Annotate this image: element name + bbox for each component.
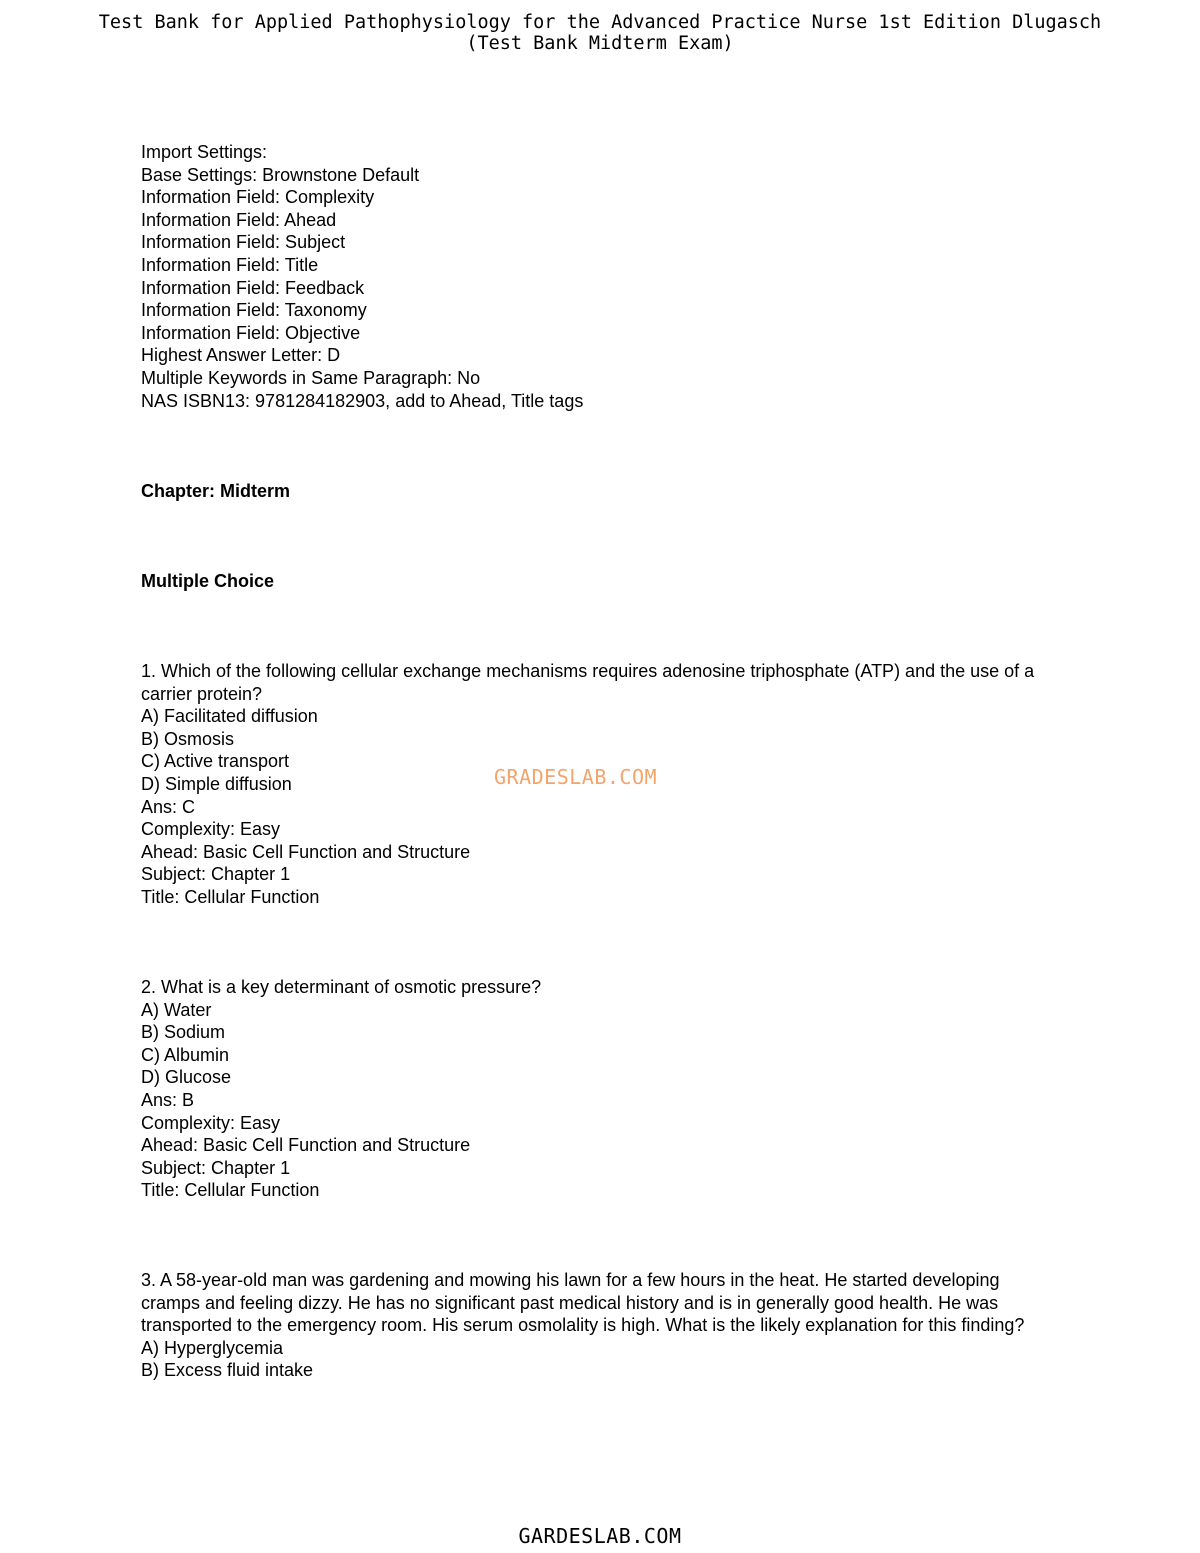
chapter-heading: Chapter: Midterm (141, 481, 291, 501)
import-settings-line: Multiple Keywords in Same Paragraph: No (141, 367, 481, 388)
answer-option: D) Simple diffusion (141, 773, 292, 794)
page-footer: GARDESLAB.COM (518, 1524, 682, 1548)
import-settings-line: Information Field: Ahead (141, 209, 337, 230)
import-settings-line: Information Field: Subject (141, 232, 346, 253)
answer-option: A) Facilitated diffusion (141, 706, 318, 727)
question-meta: Complexity: Easy (141, 819, 281, 840)
answer-option: B) Sodium (141, 1022, 226, 1043)
question-2 (141, 976, 1061, 1202)
answer-key: Ans: B (141, 1089, 195, 1110)
import-settings-line: Information Field: Title (141, 254, 319, 275)
question-meta: Complexity: Easy (141, 1112, 281, 1133)
answer-key: Ans: C (141, 796, 196, 817)
question-stem: 1. Which of the following cellular exchange mechanisms requires adenosine triphosphate (ATP) and the use of a carrier protein? (141, 661, 1035, 704)
question-3 (141, 1269, 1061, 1382)
question-meta: Title: Cellular Function (141, 886, 320, 907)
document-title-line2: (Test Bank Midterm Exam) (466, 33, 734, 54)
question-meta: Ahead: Basic Cell Function and Structure (141, 841, 471, 862)
import-settings-line: Information Field: Feedback (141, 277, 365, 298)
answer-option: D) Glucose (141, 1067, 232, 1088)
import-settings-line: Information Field: Complexity (141, 187, 375, 208)
import-settings-line: Information Field: Objective (141, 322, 361, 343)
import-settings-line: Base Settings: Brownstone Default (141, 164, 420, 185)
question-stem: 2. What is a key determinant of osmotic pressure? (141, 977, 542, 997)
import-settings-line: Import Settings: (141, 142, 268, 162)
import-settings-block (141, 141, 1061, 412)
import-settings-line: Information Field: Taxonomy (141, 300, 367, 321)
watermark: GRADESLAB.COM (494, 765, 658, 789)
question-meta: Subject: Chapter 1 (141, 1157, 291, 1178)
question-meta: Title: Cellular Function (141, 1180, 320, 1201)
question-meta: Subject: Chapter 1 (141, 864, 291, 885)
section-heading: Multiple Choice (141, 571, 275, 591)
import-settings-line: Highest Answer Letter: D (141, 345, 341, 366)
import-settings-line: NAS ISBN13: 9781284182903, add to Ahead, Title tags (141, 390, 584, 411)
question-meta: Ahead: Basic Cell Function and Structure (141, 1135, 471, 1156)
question-stem: 3. A 58-year-old man was gardening and mowing his lawn for a few hours in the heat. He started developing cramps and feeling dizzy. He has no significant past medical history and is in generally good health. He was transported to the emergency room. His serum osmolality is high. What is the likely explanation for this finding? (141, 1270, 1025, 1336)
answer-option: A) Hyperglycemia (141, 1337, 284, 1358)
document-header (0, 12, 1200, 54)
answer-option: B) Excess fluid intake (141, 1360, 314, 1381)
answer-option: C) Active transport (141, 751, 290, 772)
answer-option: C) Albumin (141, 1044, 230, 1065)
answer-option: B) Osmosis (141, 728, 235, 749)
answer-option: A) Water (141, 999, 212, 1020)
document-title-line1: Test Bank for Applied Pathophysiology for the Advanced Practice Nurse 1st Edition Dlugasch (98, 12, 1102, 33)
